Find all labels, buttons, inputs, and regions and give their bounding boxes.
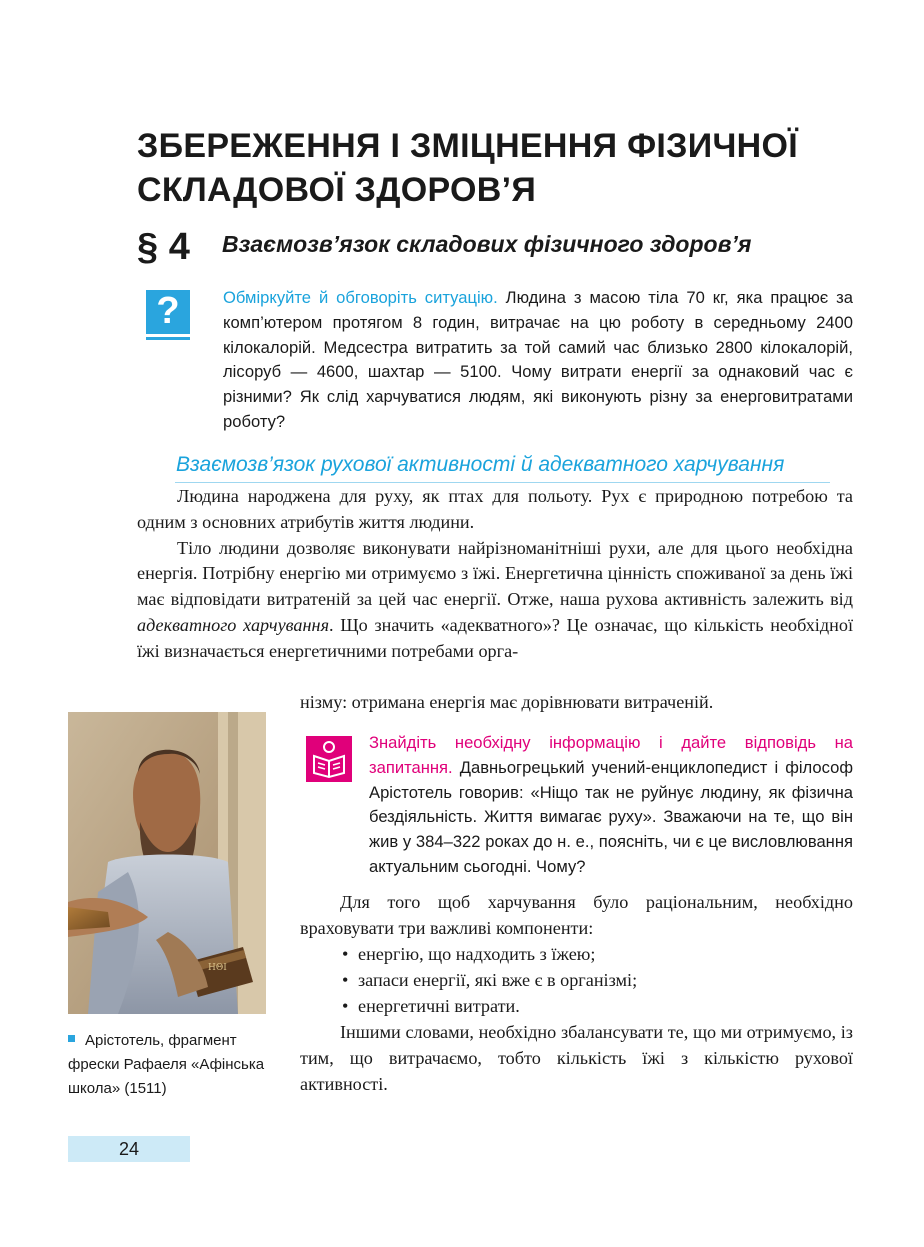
paragraph-title: Взаємозв’язок складових фізичного здоров’я — [222, 231, 752, 257]
task-block — [369, 731, 853, 880]
task-text: Давньогрецький учений-енциклопедист і філософ Арістотель говорив: «Ніщо так не руйнує людину, як фізична бездіяльність. Життя вимагає руху». Зважаючи на те, що він жив у 384–322 роках до н. е., поясніть, чи є це висловлювання актуальним сьогодні. Чому? — [369, 757, 853, 876]
chapter-title-line-2: СКЛАДОВОЇ ЗДОРОВ’Я — [137, 171, 537, 209]
question-icon-underline — [146, 337, 190, 340]
svg-text:ΗΘΙ: ΗΘΙ — [208, 963, 227, 973]
figure-caption: Арістотель, фрагмент фрески Рафаеля «Афінська школа» (1511) — [68, 1032, 265, 1097]
page-number: 24 — [118, 1139, 140, 1159]
body-text-top — [137, 484, 853, 665]
task-lead: Знайдіть необхідну інформацію і дайте відповідь на запитання. — [369, 733, 853, 777]
question-icon: ? — [146, 290, 190, 334]
list-item: • енергетичні витрати. — [342, 995, 520, 1016]
situation-lead: Обміркуйте й обговоріть ситуацію. — [223, 288, 498, 307]
aristotle-fresco-image — [68, 712, 266, 1014]
list-item: • запаси енергії, які вже є в організмі; — [342, 969, 638, 990]
emphasis-adequate-nutrition: адекватного харчування — [137, 614, 330, 635]
body-paragraph-1: Людина народжена для руху, як птах для польоту. Рух є природною потребою та одним з основних атрибутів життя людини. — [137, 486, 853, 532]
chapter-title-line-1: ЗБЕРЕЖЕННЯ І ЗМІЦНЕННЯ ФІЗИЧНОЇ — [137, 127, 798, 165]
components-list — [342, 942, 862, 1019]
body-paragraph-4: Іншими словами, необхідно збалансувати те, що ми отримуємо, із тим, що витрачаємо, тобто кількість їжі з кількістю рухової активності. — [300, 1022, 853, 1094]
situation-text: Людина з масою тіла 70 кг, яка працює за комп’ютером протягом 8 годин, витрачає на цю роботу в середньому 2400 кілокалорій. Медсестра витратить за той самий час близько 2800 кілокалорій, лісоруб — 4600, шахтар — 5100. Чому витрати енергії за однаковий час є різними? Як слід харчуватися людям, які виконують різну за енерговитратами роботу? — [223, 288, 854, 431]
book-reader-icon — [306, 736, 352, 782]
body-paragraph-3: Для того щоб харчування було раціональним, необхідно враховувати три важливі компоненти: — [300, 892, 853, 938]
section-heading-rule — [175, 482, 830, 483]
paragraph-number: § 4 — [137, 226, 190, 268]
situation-block — [223, 286, 853, 435]
chapter-title — [137, 124, 857, 212]
list-item: • енергію, що надходить з їжею; — [342, 944, 596, 964]
body-paragraph-2: Тіло людини дозволяє виконувати найрізноманітніші рухи, але для цього необхідна енергія. Потрібну енергію ми отримуємо з їжі. Енергетична цінність споживаної за день їжі має відповідати витратеній за цей час енергії. Отже, наша рухова активність залежить від адекватного харчування. Що значить «адекватного»? Це означає, що кількість необхідної їжі визначається енергетичними потребами орга- — [137, 537, 853, 661]
caption-bullet-icon — [68, 1035, 75, 1042]
section-heading: Взаємозв’язок рухової активності й адекватного харчування — [176, 453, 785, 476]
body-paragraph-2-end: нізму: отримана енергія має дорівнювати витраченій. — [300, 692, 714, 712]
